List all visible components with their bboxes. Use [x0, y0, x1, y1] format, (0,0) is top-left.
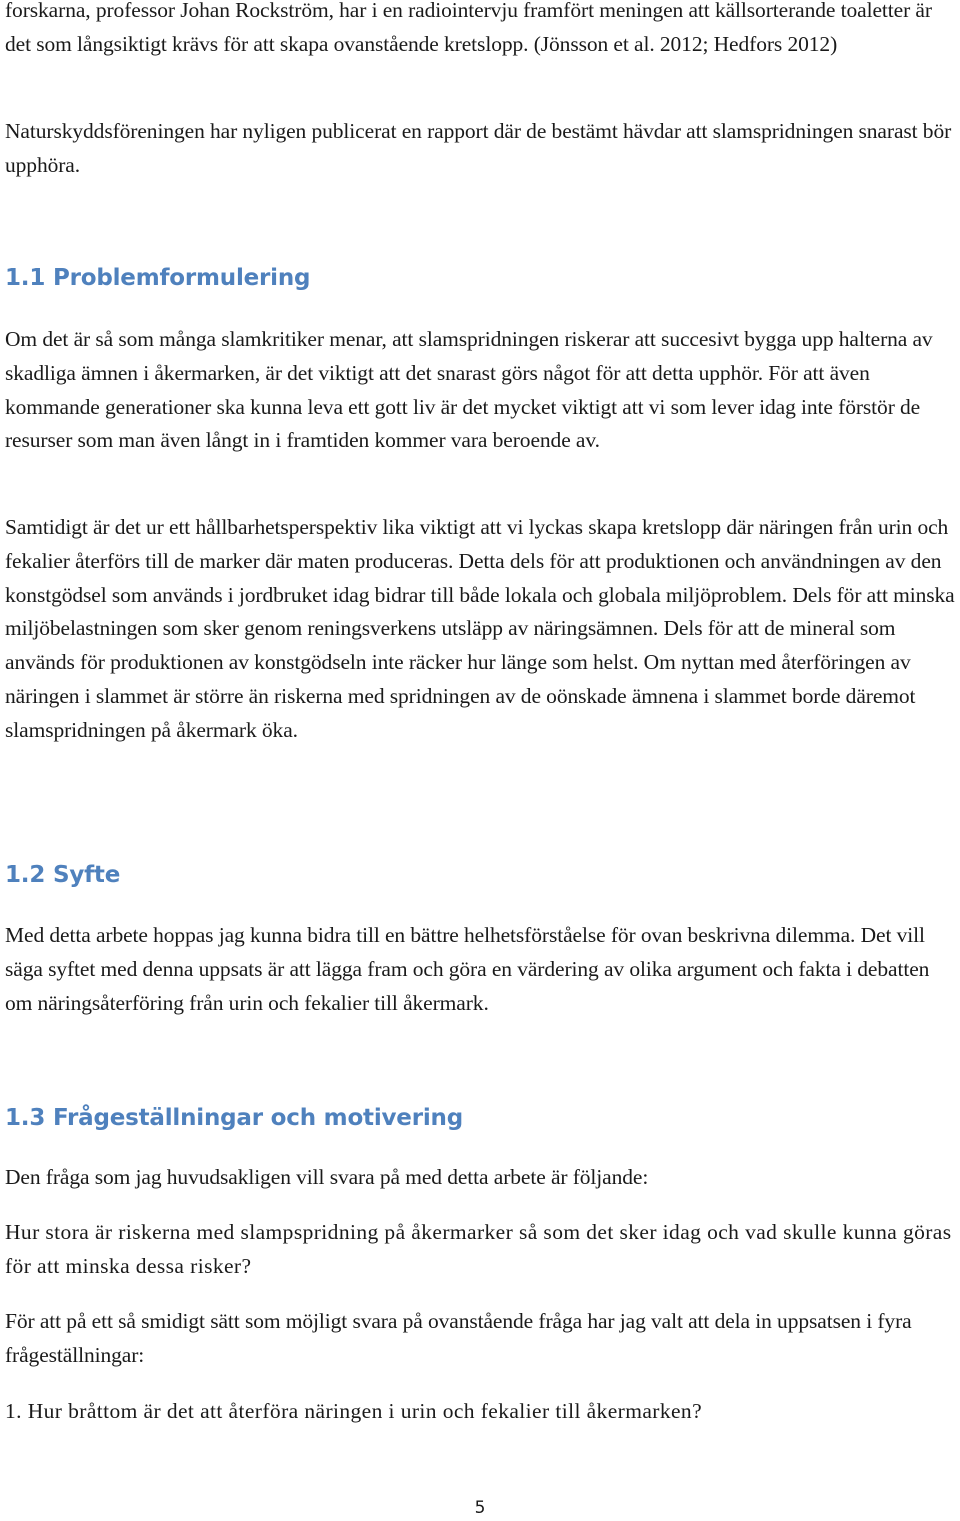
section-heading-problemformulering: 1.1 Problemformulering	[5, 265, 311, 291]
list-item: 1. Hur bråttom är det att återföra näringen i urin och fekalier till åkermarken?	[5, 1399, 703, 1423]
body-paragraph: Med detta arbete hoppas jag kunna bidra till en bättre helhetsförståelse för ovan beskrivna dilemma. Det vill säga syftet med denna uppsats är att lägga fram och göra en värdering av olika argument och fakta i debatten om näringsåterföring från urin och fekalier till åkermark.	[5, 923, 930, 1015]
section-heading-syfte: 1.2 Syfte	[5, 862, 121, 888]
body-paragraph: Samtidigt är det ur ett hållbarhetsperspektiv lika viktigt att vi lyckas skapa kretslopp där näringen från urin och fekalier återförs till de marker där maten produceras. Detta dels för att produktionen och användningen av den konstgödsel som används i jordbruket idag bidrar till både lokala och globala miljöproblem. Dels för att minska miljöbelastningen som sker genom reningsverkens utsläpp av näringsämnen. Dels för att de mineral som används för produktionen av konstgödseln inte räcker hur länge som helst. Om nyttan med återföringen av näringen i slammet är större än riskerna med spridningen av de oönskade ämnena i slammet borde däremot slamspridningen på åkermark öka.	[5, 515, 955, 742]
intro-paragraph: Naturskyddsföreningen har nyligen publicerat en rapport där de bestämt hävdar att slamspridningen snarast bör upphöra.	[5, 119, 952, 177]
intro-paragraph: forskarna, professor Johan Rockström, har i en radiointervju framfört meningen att källsorterande toaletter är det som långsiktigt krävs för att skapa ovanstående kretslopp. (Jönsson et al. 2012; Hedfors 2012)	[5, 0, 932, 56]
section-heading-fragestallningar: 1.3 Frågeställningar och motivering	[5, 1105, 463, 1131]
body-paragraph: För att på ett så smidigt sätt som möjligt svara på ovanstående fråga har jag valt att dela in uppsatsen i fyra frågeställningar:	[5, 1309, 912, 1367]
page-number: 5	[474, 1498, 486, 1518]
research-question: Hur stora är riskerna med slampspridning på åkermarker så som det sker idag och vad skulle kunna göras för att minska dessa risker?	[5, 1220, 952, 1278]
body-paragraph: Om det är så som många slamkritiker menar, att slamspridningen riskerar att succesivt bygga upp halterna av skadliga ämnen i åkermarken, är det viktigt att det snarast görs något för att detta upphör. För att även kommande generationer ska kunna leva ett gott liv är det mycket viktigt att vi som lever idag inte förstör de resurser som man även långt in i framtiden kommer vara beroende av.	[5, 327, 933, 453]
body-paragraph: Den fråga som jag huvudsakligen vill svara på med detta arbete är följande:	[5, 1165, 649, 1189]
